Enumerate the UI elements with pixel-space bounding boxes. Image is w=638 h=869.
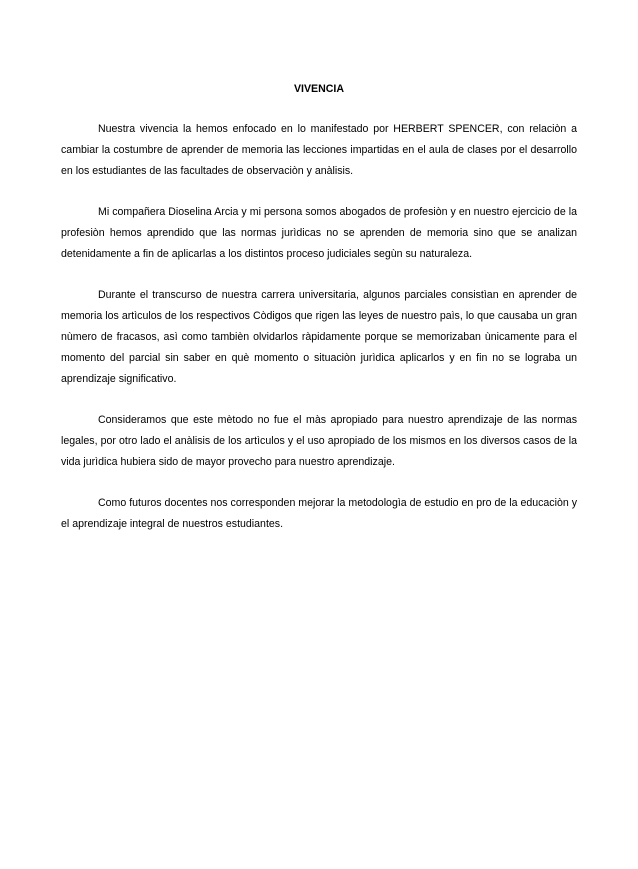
document-body	[61, 119, 577, 555]
paragraph-spencer: Nuestra vivencia la hemos enfocado en lo manifestado por HERBERT SPENCER, con relaciòn a cambiar la costumbre de aprender de memoria las lecciones impartidas en el aula de clases por el desarrollo en los estudiantes de las facultades de observaciòn y anàlisis.	[61, 123, 577, 177]
document-title: VIVENCIA	[293, 83, 345, 95]
paragraph-university: Durante el transcurso de nuestra carrera universitaria, algunos parciales consistìan en aprender de memoria los artìculos de los respectivos Còdigos que rigen las leyes de nuestro paìs, lo que causaba un gran nùmero de fracasos, asì como tambièn olvidarlos ràpidamente porque se memorizaban ùnicamente para el momento del parcial sin saber en què momento o situaciòn jurìdica aplicarlos y en fin no se lograba un aprendizaje significativo.	[61, 289, 577, 385]
paragraph-profession: Mi compañera Dioselina Arcia y mi persona somos abogados de profesiòn y en nuestro ejercicio de la profesiòn hemos aprendido que las normas jurìdicas no se aprenden de memoria sino que se analizan detenidamente a fin de aplicarlas a los distintos proceso judiciales segùn su naturaleza.	[61, 206, 577, 260]
paragraph-method: Consideramos que este mètodo no fue el màs apropiado para nuestro aprendizaje de las normas legales, por otro lado el anàlisis de los artìculos y el uso apropiado de los mismos en los diversos casos de la vida jurìdica hubiera sido de mayor provecho para nuestro aprendizaje.	[61, 414, 577, 468]
paragraph-future-teachers: Como futuros docentes nos corresponden mejorar la metodologìa de estudio en pro de la educaciòn y el aprendizaje integral de nuestros estudiantes.	[61, 497, 577, 530]
